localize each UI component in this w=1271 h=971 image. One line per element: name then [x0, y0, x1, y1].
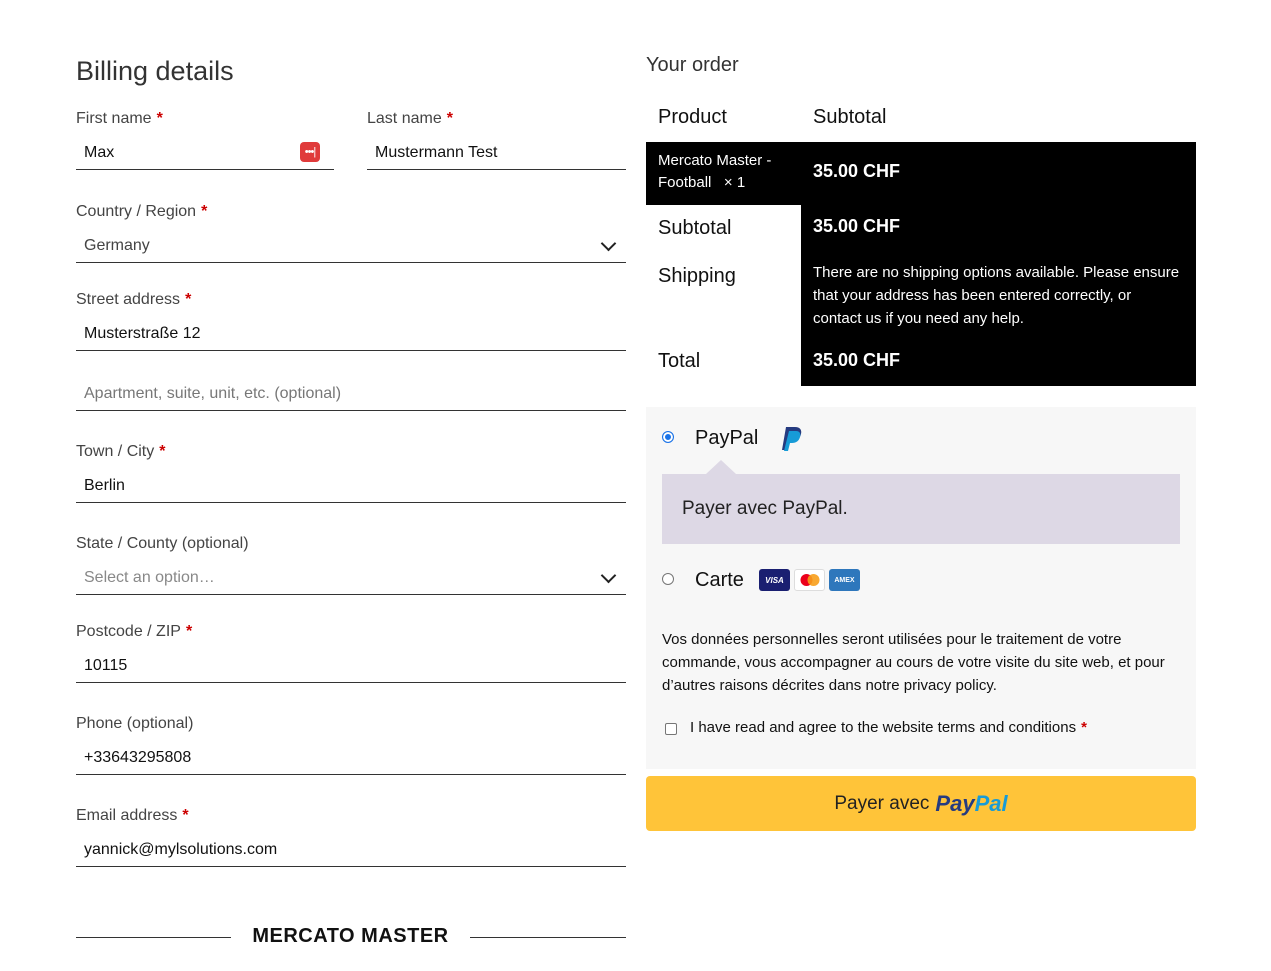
paypal-icon — [781, 426, 803, 457]
billing-title: Billing details — [76, 56, 234, 86]
last-name-input[interactable] — [367, 136, 626, 170]
email-input[interactable] — [76, 833, 626, 867]
order-title: Your order — [646, 54, 739, 76]
brand-divider-right — [470, 937, 626, 938]
shipping-message: There are no shipping options available. Please ensure that your address has been entered correctly, or contact us if you need any help. — [813, 264, 1180, 327]
col-product-header: Product — [658, 106, 727, 128]
paypal-label[interactable]: PayPal — [695, 427, 759, 449]
email-label: Email address * — [76, 807, 189, 824]
paypal-description-box — [662, 474, 1180, 544]
order-item-price: 35.00 CHF — [813, 161, 901, 181]
card-radio[interactable] — [662, 573, 674, 585]
terms-checkbox[interactable] — [665, 723, 677, 735]
postcode-label: Postcode / ZIP * — [76, 623, 193, 640]
paypal-desc-notch — [706, 460, 736, 474]
brand-divider-left — [76, 937, 231, 938]
postcode-input[interactable] — [76, 649, 626, 683]
subtotal-value: 35.00 CHF — [813, 216, 901, 236]
total-value: 35.00 CHF — [813, 350, 901, 370]
paypal-button-text: Payer avec — [834, 792, 930, 814]
shipping-label: Shipping — [658, 265, 736, 287]
brand-name: MERCATO MASTER — [252, 925, 449, 947]
apartment-input[interactable] — [76, 377, 626, 411]
order-item-qty: × 1 — [723, 174, 746, 191]
subtotal-label: Subtotal — [658, 217, 732, 239]
city-input[interactable] — [76, 469, 626, 503]
first-name-input[interactable] — [76, 136, 334, 170]
visa-icon: VISA — [759, 569, 790, 591]
country-select[interactable] — [76, 229, 626, 263]
order-item-name: Mercato Master - Football × 1 — [658, 152, 772, 191]
last-name-label: Last name * — [367, 110, 453, 127]
privacy-notice: Vos données personnelles seront utilisées pour le traitement de votre commande, vous accompagner au cours de votre visite du site web, et pour d’autres raisons décrites dans notre privacy policy. — [662, 631, 1165, 694]
city-label: Town / City * — [76, 443, 166, 460]
state-placeholder: Select an option… — [84, 568, 215, 586]
country-label: Country / Region * — [76, 203, 208, 220]
first-name-label: First name * — [76, 110, 163, 127]
terms-label[interactable]: I have read and agree to the website terms and conditions * — [690, 719, 1087, 736]
state-select[interactable] — [76, 561, 626, 595]
col-subtotal-header: Subtotal — [813, 106, 887, 128]
street-label: Street address * — [76, 291, 192, 308]
country-value: Germany — [84, 236, 150, 254]
state-label: State / County (optional) — [76, 535, 249, 552]
paypal-description: Payer avec PayPal. — [682, 498, 848, 519]
street-input[interactable] — [76, 317, 626, 351]
mastercard-icon — [794, 569, 825, 591]
chevron-down-icon — [601, 567, 617, 583]
paypal-radio[interactable] — [662, 431, 674, 443]
password-manager-icon[interactable]: •••| — [300, 142, 320, 162]
chevron-down-icon — [601, 235, 617, 251]
phone-label: Phone (optional) — [76, 715, 194, 732]
phone-input[interactable] — [76, 741, 626, 775]
amex-icon: AMEX — [829, 569, 860, 591]
card-label[interactable]: Carte — [695, 569, 744, 591]
paypal-logo: PayPal — [935, 790, 1008, 816]
paypal-pay-button[interactable] — [646, 776, 1196, 831]
total-label: Total — [658, 350, 701, 372]
